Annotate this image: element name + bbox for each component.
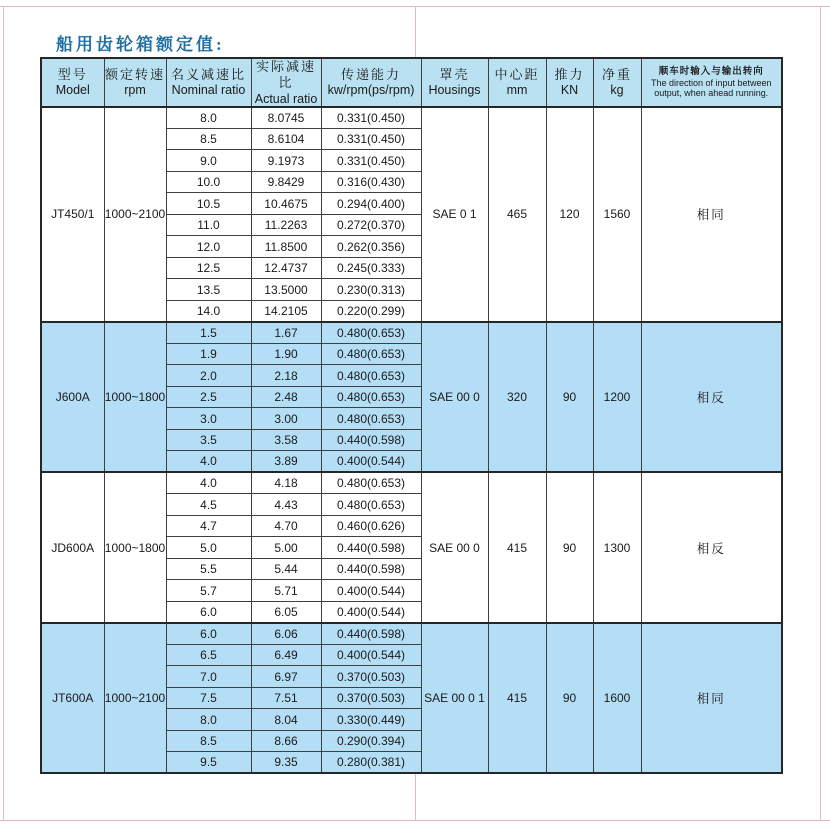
capacity-cell: 0.480(0.653) bbox=[321, 408, 421, 430]
actual-ratio-cell: 12.4737 bbox=[251, 257, 321, 279]
actual-ratio-cell: 4.43 bbox=[251, 494, 321, 516]
nominal-ratio-cell: 4.0 bbox=[166, 472, 251, 494]
actual-ratio-cell: 2.18 bbox=[251, 365, 321, 387]
nominal-ratio-cell: 8.5 bbox=[166, 730, 251, 752]
capacity-cell: 0.220(0.299) bbox=[321, 300, 421, 322]
actual-ratio-cell: 9.35 bbox=[251, 752, 321, 774]
col-header-housings-en: Housings bbox=[428, 83, 481, 98]
col-header-center-distance-zh: 中心距 bbox=[494, 67, 540, 83]
rpm-cell: 1000~2100 bbox=[104, 623, 166, 774]
center-distance-cell: 415 bbox=[488, 472, 546, 623]
nominal-ratio-cell: 10.0 bbox=[166, 171, 251, 193]
center-distance-cell: 320 bbox=[488, 322, 546, 473]
crop-line-left bbox=[3, 6, 4, 821]
col-header-model-en: Model bbox=[55, 83, 90, 98]
actual-ratio-cell: 4.18 bbox=[251, 472, 321, 494]
nominal-ratio-cell: 5.0 bbox=[166, 537, 251, 559]
actual-ratio-cell: 5.44 bbox=[251, 558, 321, 580]
direction-cell: 相反 bbox=[641, 322, 782, 473]
actual-ratio-cell: 5.71 bbox=[251, 580, 321, 602]
nominal-ratio-cell: 3.5 bbox=[166, 429, 251, 451]
nominal-ratio-cell: 2.5 bbox=[166, 386, 251, 408]
col-header-capacity-en: kw/rpm(ps/rpm) bbox=[327, 83, 415, 98]
thrust-cell: 90 bbox=[546, 623, 593, 774]
nominal-ratio-cell: 1.9 bbox=[166, 343, 251, 365]
actual-ratio-cell: 14.2105 bbox=[251, 300, 321, 322]
nominal-ratio-cell: 4.5 bbox=[166, 494, 251, 516]
col-header-thrust-en: KN bbox=[560, 83, 579, 98]
nominal-ratio-cell: 8.0 bbox=[166, 709, 251, 731]
col-header-capacity-zh: 传递能力 bbox=[340, 67, 401, 83]
direction-cell: 相同 bbox=[641, 107, 782, 322]
col-header-model-zh: 型号 bbox=[57, 67, 88, 83]
model-cell: JT600A bbox=[41, 623, 104, 774]
actual-ratio-cell: 8.04 bbox=[251, 709, 321, 731]
housing-cell: SAE 0 1 bbox=[421, 107, 488, 322]
capacity-cell: 0.272(0.370) bbox=[321, 214, 421, 236]
nominal-ratio-cell: 8.0 bbox=[166, 107, 251, 129]
capacity-cell: 0.230(0.313) bbox=[321, 279, 421, 301]
actual-ratio-cell: 11.2263 bbox=[251, 214, 321, 236]
weight-cell: 1300 bbox=[593, 472, 641, 623]
col-header-thrust bbox=[546, 58, 593, 107]
housing-cell: SAE 00 0 bbox=[421, 472, 488, 623]
actual-ratio-cell: 7.51 bbox=[251, 687, 321, 709]
capacity-cell: 0.280(0.381) bbox=[321, 752, 421, 774]
page-title: 船用齿轮箱额定值: bbox=[56, 35, 225, 54]
col-header-weight-en: kg bbox=[610, 83, 624, 98]
nominal-ratio-cell: 2.0 bbox=[166, 365, 251, 387]
col-header-housings-zh: 罩壳 bbox=[439, 67, 470, 83]
actual-ratio-cell: 11.8500 bbox=[251, 236, 321, 258]
capacity-cell: 0.316(0.430) bbox=[321, 171, 421, 193]
nominal-ratio-cell: 1.5 bbox=[166, 322, 251, 344]
nominal-ratio-cell: 3.0 bbox=[166, 408, 251, 430]
col-header-nominal-ratio-en: Nominal ratio bbox=[171, 83, 246, 98]
col-header-thrust-zh: 推力 bbox=[554, 67, 585, 83]
weight-cell: 1200 bbox=[593, 322, 641, 473]
header-row bbox=[41, 58, 782, 107]
capacity-cell: 0.400(0.544) bbox=[321, 601, 421, 623]
capacity-cell: 0.331(0.450) bbox=[321, 150, 421, 172]
actual-ratio-cell: 13.5000 bbox=[251, 279, 321, 301]
table-body bbox=[41, 107, 782, 774]
actual-ratio-cell: 6.97 bbox=[251, 666, 321, 688]
col-header-nominal-ratio bbox=[166, 58, 251, 107]
nominal-ratio-cell: 6.5 bbox=[166, 644, 251, 666]
capacity-cell: 0.262(0.356) bbox=[321, 236, 421, 258]
nominal-ratio-cell: 5.5 bbox=[166, 558, 251, 580]
direction-cell: 相同 bbox=[641, 623, 782, 774]
nominal-ratio-cell: 12.5 bbox=[166, 257, 251, 279]
actual-ratio-cell: 3.00 bbox=[251, 408, 321, 430]
col-header-direction-zh: 顺车时输入与输出转向 bbox=[658, 65, 764, 77]
col-header-nominal-ratio-zh: 名义减速比 bbox=[170, 67, 246, 83]
actual-ratio-cell: 8.6104 bbox=[251, 128, 321, 150]
capacity-cell: 0.480(0.653) bbox=[321, 494, 421, 516]
col-header-housings bbox=[421, 58, 488, 107]
weight-cell: 1600 bbox=[593, 623, 641, 774]
col-header-direction-en: The direction of input between output, when ahead running. bbox=[650, 77, 772, 99]
actual-ratio-cell: 9.8429 bbox=[251, 171, 321, 193]
table-header bbox=[41, 58, 782, 107]
nominal-ratio-cell: 7.5 bbox=[166, 687, 251, 709]
capacity-cell: 0.400(0.544) bbox=[321, 451, 421, 473]
col-header-rated-speed-en: rpm bbox=[124, 83, 146, 98]
table-row bbox=[41, 322, 782, 344]
capacity-cell: 0.290(0.394) bbox=[321, 730, 421, 752]
capacity-cell: 0.460(0.626) bbox=[321, 515, 421, 537]
nominal-ratio-cell: 4.7 bbox=[166, 515, 251, 537]
capacity-cell: 0.370(0.503) bbox=[321, 666, 421, 688]
actual-ratio-cell: 10.4675 bbox=[251, 193, 321, 215]
col-header-capacity bbox=[321, 58, 421, 107]
capacity-cell: 0.330(0.449) bbox=[321, 709, 421, 731]
nominal-ratio-cell: 4.0 bbox=[166, 451, 251, 473]
nominal-ratio-cell: 12.0 bbox=[166, 236, 251, 258]
capacity-cell: 0.440(0.598) bbox=[321, 623, 421, 645]
housing-cell: SAE 00 0 bbox=[421, 322, 488, 473]
model-cell: J600A bbox=[41, 322, 104, 473]
col-header-model bbox=[41, 58, 104, 107]
capacity-cell: 0.480(0.653) bbox=[321, 365, 421, 387]
nominal-ratio-cell: 6.0 bbox=[166, 623, 251, 645]
nominal-ratio-cell: 8.5 bbox=[166, 128, 251, 150]
nominal-ratio-cell: 11.0 bbox=[166, 214, 251, 236]
capacity-cell: 0.294(0.400) bbox=[321, 193, 421, 215]
rpm-cell: 1000~1800 bbox=[104, 472, 166, 623]
actual-ratio-cell: 4.70 bbox=[251, 515, 321, 537]
housing-cell: SAE 00 0 1 bbox=[421, 623, 488, 774]
capacity-cell: 0.331(0.450) bbox=[321, 128, 421, 150]
capacity-cell: 0.480(0.653) bbox=[321, 386, 421, 408]
capacity-cell: 0.400(0.544) bbox=[321, 580, 421, 602]
nominal-ratio-cell: 9.0 bbox=[166, 150, 251, 172]
col-header-center-distance bbox=[488, 58, 546, 107]
crop-line-right bbox=[820, 6, 821, 821]
gearbox-spec-table bbox=[40, 57, 783, 774]
col-header-actual-ratio-en: Actual ratio bbox=[254, 91, 318, 106]
actual-ratio-cell: 6.05 bbox=[251, 601, 321, 623]
nominal-ratio-cell: 10.5 bbox=[166, 193, 251, 215]
table-row bbox=[41, 472, 782, 494]
model-cell: JT450/1 bbox=[41, 107, 104, 322]
actual-ratio-cell: 3.58 bbox=[251, 429, 321, 451]
center-distance-cell: 465 bbox=[488, 107, 546, 322]
table-row bbox=[41, 623, 782, 645]
col-header-center-distance-en: mm bbox=[506, 83, 528, 98]
table-row bbox=[41, 107, 782, 129]
model-cell: JD600A bbox=[41, 472, 104, 623]
nominal-ratio-cell: 14.0 bbox=[166, 300, 251, 322]
nominal-ratio-cell: 7.0 bbox=[166, 666, 251, 688]
center-distance-cell: 415 bbox=[488, 623, 546, 774]
rpm-cell: 1000~2100 bbox=[104, 107, 166, 322]
capacity-cell: 0.331(0.450) bbox=[321, 107, 421, 129]
capacity-cell: 0.440(0.598) bbox=[321, 558, 421, 580]
actual-ratio-cell: 8.0745 bbox=[251, 107, 321, 129]
capacity-cell: 0.400(0.544) bbox=[321, 644, 421, 666]
nominal-ratio-cell: 5.7 bbox=[166, 580, 251, 602]
actual-ratio-cell: 6.49 bbox=[251, 644, 321, 666]
capacity-cell: 0.480(0.653) bbox=[321, 343, 421, 365]
capacity-cell: 0.480(0.653) bbox=[321, 472, 421, 494]
col-header-rated-speed bbox=[104, 58, 166, 107]
capacity-cell: 0.370(0.503) bbox=[321, 687, 421, 709]
nominal-ratio-cell: 6.0 bbox=[166, 601, 251, 623]
col-header-rated-speed-zh: 额定转速 bbox=[104, 67, 165, 83]
thrust-cell: 120 bbox=[546, 107, 593, 322]
capacity-cell: 0.440(0.598) bbox=[321, 537, 421, 559]
actual-ratio-cell: 1.90 bbox=[251, 343, 321, 365]
col-header-weight bbox=[593, 58, 641, 107]
col-header-direction bbox=[641, 58, 782, 107]
actual-ratio-cell: 2.48 bbox=[251, 386, 321, 408]
actual-ratio-cell: 3.89 bbox=[251, 451, 321, 473]
thrust-cell: 90 bbox=[546, 472, 593, 623]
nominal-ratio-cell: 13.5 bbox=[166, 279, 251, 301]
rpm-cell: 1000~1800 bbox=[104, 322, 166, 473]
actual-ratio-cell: 5.00 bbox=[251, 537, 321, 559]
actual-ratio-cell: 9.1973 bbox=[251, 150, 321, 172]
capacity-cell: 0.480(0.653) bbox=[321, 322, 421, 344]
actual-ratio-cell: 8.66 bbox=[251, 730, 321, 752]
capacity-cell: 0.440(0.598) bbox=[321, 429, 421, 451]
col-header-actual-ratio bbox=[251, 58, 321, 107]
thrust-cell: 90 bbox=[546, 322, 593, 473]
col-header-actual-ratio-zh: 实际减速比 bbox=[255, 59, 316, 91]
direction-cell: 相反 bbox=[641, 472, 782, 623]
nominal-ratio-cell: 9.5 bbox=[166, 752, 251, 774]
weight-cell: 1560 bbox=[593, 107, 641, 322]
capacity-cell: 0.245(0.333) bbox=[321, 257, 421, 279]
col-header-weight-zh: 净重 bbox=[601, 67, 632, 83]
actual-ratio-cell: 6.06 bbox=[251, 623, 321, 645]
actual-ratio-cell: 1.67 bbox=[251, 322, 321, 344]
